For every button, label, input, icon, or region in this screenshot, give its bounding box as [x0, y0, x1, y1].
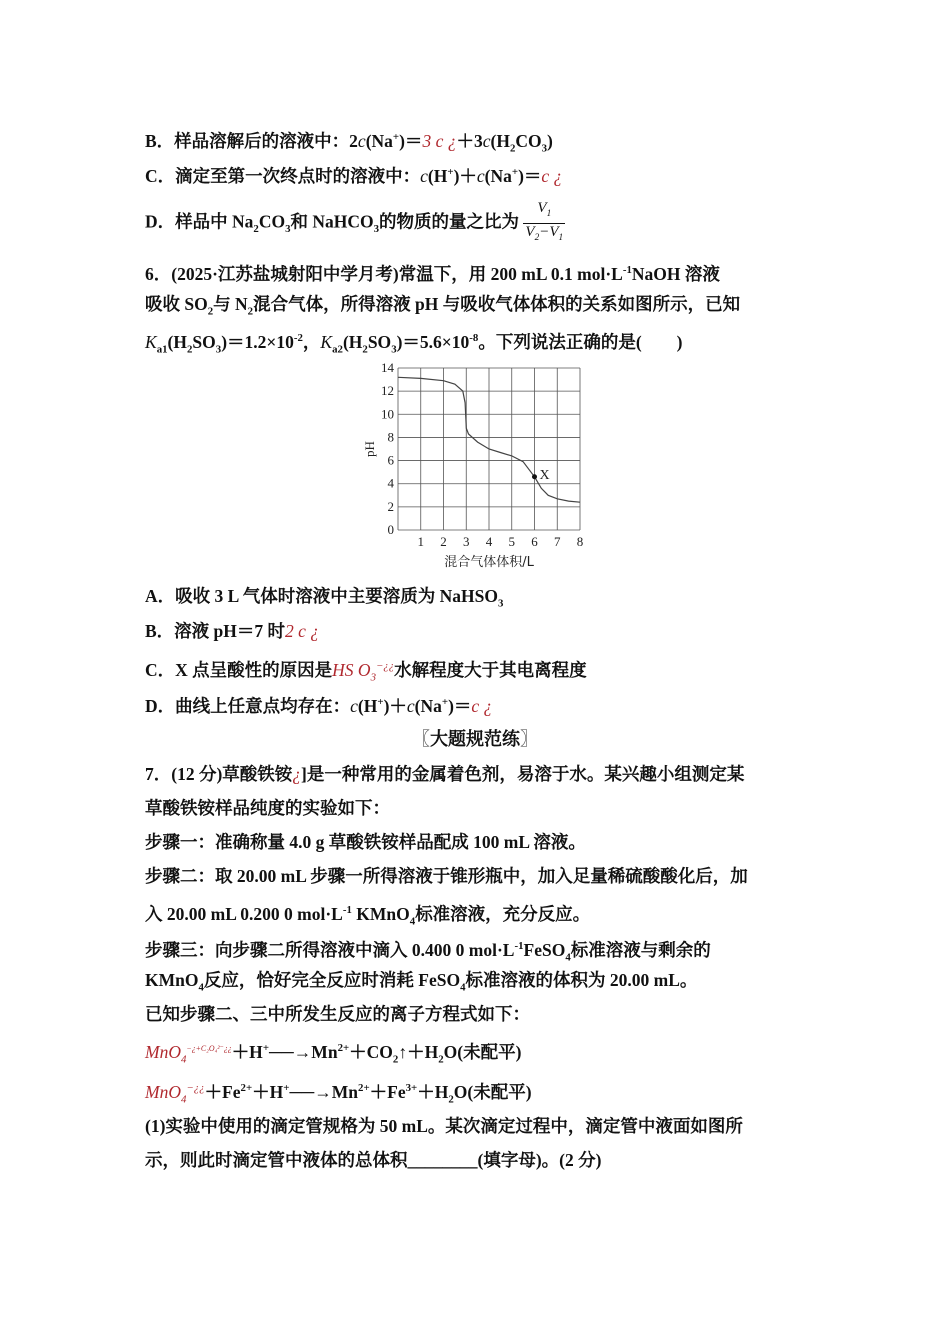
x-tick-label: 6 [531, 534, 538, 549]
y-tick-label: 0 [387, 522, 394, 537]
y-tick-label: 8 [387, 429, 394, 445]
y-tick-label: 12 [381, 383, 394, 399]
question-7-line-2: 草酸铁铵样品纯度的实验如下： [145, 798, 390, 818]
y-tick-label: 4 [387, 475, 394, 491]
option-6c-line: C．X 点呈酸性的原因是HS $O_3^{-¿¿}$水解程度大于其电离程度 [145, 659, 587, 684]
broken-formula-text: 2 c ¿ [285, 621, 320, 641]
option-c-line: C．滴定至第一次终点时的溶液中：c(H+)＋c(Na+)＝c ¿ [145, 165, 563, 186]
equation-1: $MnO_4^{-¿+C_2O_4^{2-}¿¿}+H^+──\to Mn^{2+}+CO_2↑+H_2O$(未配平) [145, 1041, 522, 1066]
broken-formula-text: MnO$_4$−¿¿ [145, 1081, 205, 1106]
step-2-line-1: 步骤二：取 20.00 mL 步骤一所得溶液于锥形瓶中，加入足量稀硫酸酸化后，加 [145, 866, 748, 886]
x-axis-label: 混合气体体积/L [444, 555, 534, 570]
question-6-line-3: $K_{a1}(H_2SO_3)=1.2\times 10^{-2}$，$K_{a2}(H_2SO_3)=5.6\times 10^{-8}$。下列说法正确的是( ) [145, 331, 683, 356]
x-tick-label: 7 [554, 534, 561, 549]
point-x-marker [532, 474, 537, 479]
known-line: 已知步骤二、三中所发生反应的离子方程式如下： [145, 1004, 530, 1024]
x-tick-label: 3 [463, 534, 470, 549]
y-tick-label: 10 [381, 406, 394, 422]
part-1-line-2: 示，则此时滴定管中液体的总体积________(填字母)。(2 分) [145, 1150, 602, 1170]
part-1-line-1: (1)实验中使用的滴定管规格为 50 mL。某次滴定过程中，滴定管中液面如图所 [145, 1116, 743, 1136]
x-tick-label: 8 [576, 534, 584, 549]
question-6-line-1: 6．(2025·江苏盐城射阳中学月考)常温下，用 200 mL 0.1 $mol\cdot L^{-1}NaOH$ 溶液 [145, 263, 720, 284]
y-tick-label: 14 [381, 360, 394, 375]
option-6b-line: B．溶液 pH＝7 时2 c ¿ [145, 621, 320, 641]
broken-formula-text: ¿ [292, 764, 302, 784]
y-tick-label: 2 [387, 498, 394, 514]
step-3-line-1: 步骤三：向步骤二所得溶液中滴入 0.400 0 $mol\cdot L^{-1}FeSO_4$标准溶液与剩余的 [145, 939, 711, 964]
broken-formula-text: 3 c ¿ [422, 130, 457, 151]
option-d-line: D．样品中 $Na_2CO_3$和 NaHCO$_3$的物质的量之比为 $\frac{V_1}{V_2-V_1}$ [145, 200, 565, 247]
broken-formula-text: c ¿ [471, 695, 493, 716]
step-1-line: 步骤一：准确称量 4.0 g 草酸铁铵样品配成 100 mL 溶液。 [145, 832, 586, 852]
question-6-line-2: 吸收 $SO_2$与 $N_2$混合气体，所得溶液 pH 与吸收气体体积的关系如图所示，已知 [145, 294, 741, 318]
broken-formula-text: MnO$_4^{-¿+C_2O_4^{2-}¿¿}$ [145, 1041, 232, 1066]
volume-ratio-fraction: $\frac{V_1}{V_2-V_1}$ [525, 200, 564, 243]
y-tick-label: 6 [387, 452, 394, 468]
question-7-line-1: 7．(12 分)草酸铁铵¿]是一种常用的金属着色剂，易溶于水。某兴趣小组测定某 [145, 764, 745, 784]
option-6a-line: A．吸收 3 L 气体时溶液中主要溶质为 NaHSO$_3$ [145, 586, 504, 610]
step-2-line-2: 入 20.00 mL 0.200 0 $mol\cdot L^{-1}$ KMnO$_4$标准溶液，充分反应。 [145, 903, 591, 928]
section-header: 〖大题规范练〗 [412, 729, 538, 750]
ph-curve-chart [360, 360, 600, 575]
option-b-line: B．样品溶解后的溶液中：2c(Na+)＝3 c ¿$+3c(H_2CO_3)$ [145, 130, 553, 155]
y-axis-label: pH [362, 441, 377, 457]
broken-formula-text: HS $O_3^{-¿¿}$ [332, 659, 395, 684]
x-tick-label: 5 [508, 534, 515, 549]
x-tick-label: 1 [417, 534, 424, 549]
broken-formula-text: c ¿ [541, 165, 563, 186]
step-3-line-2: KMnO$_4$反应，恰好完全反应时消耗 FeSO$_4$标准溶液的体积为 20.00 mL。 [145, 970, 698, 994]
point-x-label: X [539, 467, 550, 483]
equation-2: $MnO_4^{-¿¿}+Fe^{2+}+H^+──\to Mn^{2+}+Fe^{3+}+H_2O$(未配平) [145, 1081, 532, 1106]
option-6d-line: D．曲线上任意点均存在：c(H+)＋c(Na+)＝c ¿ [145, 695, 493, 716]
x-tick-label: 4 [485, 534, 493, 549]
x-tick-label: 2 [440, 534, 447, 549]
